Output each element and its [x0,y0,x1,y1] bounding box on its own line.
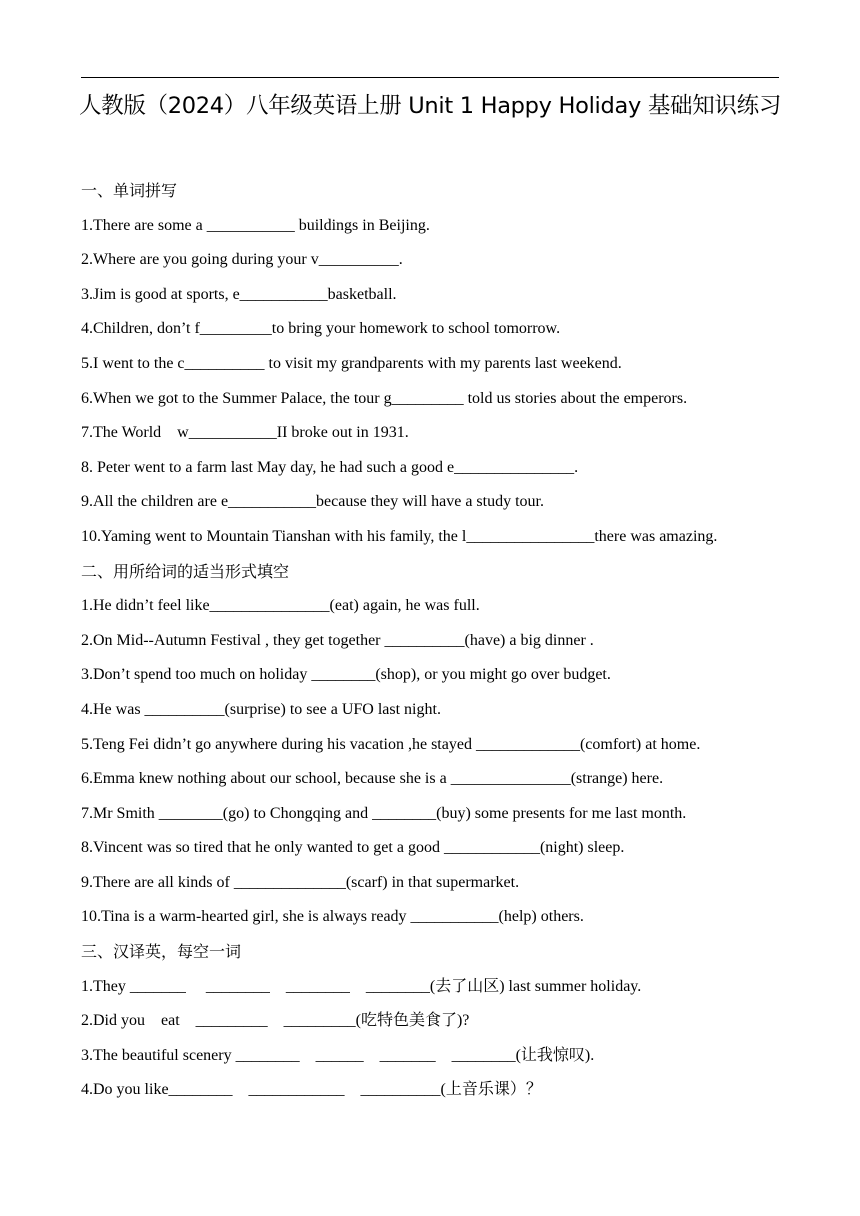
question-item: 1.He didn’t feel like_______________(eat) again, he was full. [81,597,480,615]
question-item: 9.There are all kinds of ______________(scarf) in that supermarket. [81,873,520,891]
question-item: 4.Do you like________ ____________ __________(上音乐课）？ [81,1081,542,1099]
section-heading: 一、单词拼写 [81,181,178,200]
question-item: 4.Children, don’t f_________to bring your homework to school tomorrow. [81,320,561,338]
section-heading: 三、汉译英，每空一词 [81,942,242,962]
question-item: 1.They _______ ________ ________ ________(去了山区) last summer holiday. [81,977,642,995]
question-item: 10.Tina is a warm-hearted girl, she is always ready ___________(help) others. [81,908,584,926]
section-word-spelling [81,174,781,555]
question-item: 5.I went to the c__________ to visit my grandparents with my parents last weekend. [81,354,622,372]
question-item: 2.Where are you going during your v__________. [81,251,403,269]
question-item: 4.He was __________(surprise) to see a UFO last night. [81,700,441,718]
question-item: 10.Yaming went to Mountain Tianshan with his family, the l________________there was amazing. [81,527,718,545]
question-item: 2.Did you eat _________ _________(吃特色美食了)? [81,1012,470,1030]
page-title: 人教版（2024）八年级英语上册 Unit 1 Happy Holiday 基础知识练习 [78,93,782,119]
question-item: 5.Teng Fei didn’t go anywhere during his vacation ,he stayed _____________(comfort) at home. [81,735,701,753]
question-item: 6.Emma knew nothing about our school, because she is a _______________(strange) here. [81,770,664,788]
question-item: 7.Mr Smith ________(go) to Chongqing and ________(buy) some presents for me last month. [81,804,687,822]
question-item: 1.There are some a ___________ buildings in Beijing. [81,216,430,234]
question-item: 3.Jim is good at sports, e___________basketball. [81,285,397,303]
worksheet-content [81,174,781,1108]
question-item: 7.The World w___________II broke out in 1931. [81,424,409,442]
section-heading: 二、用所给词的适当形式填空 [81,561,290,581]
section-translation [81,935,781,1108]
question-item: 2.On Mid--Autumn Festival , they get together __________(have) a big dinner . [81,631,594,649]
question-item: 9.All the children are e___________because they will have a study tour. [81,493,544,511]
question-item: 3.The beautiful scenery ________ ______ _______ ________(让我惊叹). [81,1046,595,1064]
question-item: 8.Vincent was so tired that he only wanted to get a good ____________(night) sleep. [81,839,625,857]
question-item: 3.Don’t spend too much on holiday ________(shop), or you might go over budget. [81,666,611,684]
question-item: 8. Peter went to a farm last May day, he had such a good e_______________. [81,458,579,476]
header-rule [81,77,779,78]
question-item: 6.When we got to the Summer Palace, the tour g_________ told us stories about the emperors. [81,389,688,407]
section-word-forms [81,555,781,936]
